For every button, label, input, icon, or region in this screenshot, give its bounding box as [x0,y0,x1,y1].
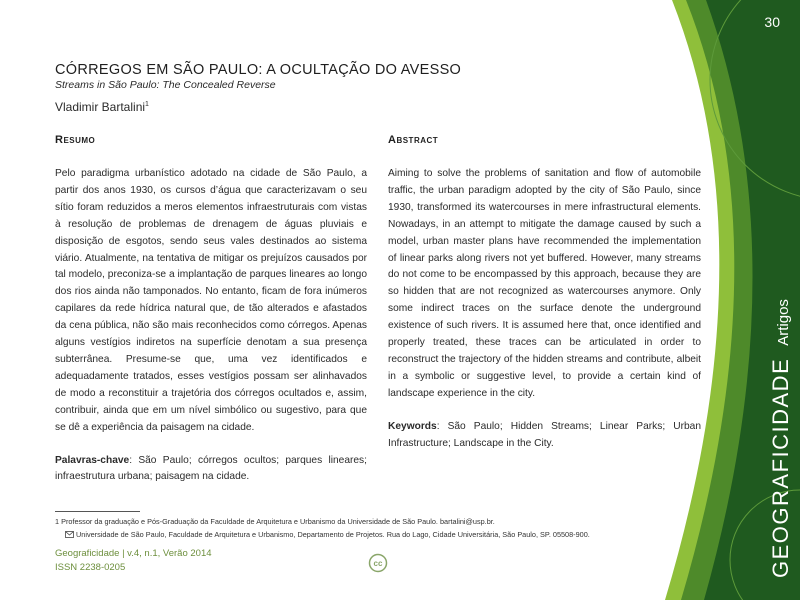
resumo-keywords-label: Palavras-chave [55,454,130,466]
journal-info [55,547,212,575]
abstract-heading: Abstract [388,134,439,146]
author-name: Vladimir Bartalini [55,100,146,114]
footnote-address-text: Universidade de São Paulo, Faculdade de Arquitetura e Urbanismo, Departamento de Projetos. Rua do Lago, Cidade Universitária, São Paulo, SP. 05508-900. [76,529,590,539]
envelope-icon [65,531,74,538]
article-header [55,62,705,483]
author-line [55,100,705,114]
page-number: 30 [764,14,780,30]
footnote-address [55,529,675,542]
footnote-divider [55,511,140,512]
resumo-heading: Resumo [55,134,96,146]
resumo-keywords [55,453,367,487]
section-name: Artigos [775,299,792,346]
resumo-body: Pelo paradigma urbanístico adotado na cidade de São Paulo, a partir dos anos 1930, os cursos d’água que caracterizavam o seu sítio foram reduzidos a meros elementos infraestruturais com vistas à resolução de problemas de drenagem de águas pluviais e disposição de esgotos, sendo seus vales destinados ao sistema viário. Atualmente, na tentativa de mitigar os prejuízos causados por tal modelo, preconiza-se a implantação de parques lineares ao longo dos rios ainda não tamponados. No entanto, ficam de fora inúmeros capilares da rede hídrica natural que, de tão alterados e afastados da cena pública, não são mais reconhecidos como córregos. Apenas alguns vestígios indiretos na superfície denotam a sua presença subterrânea. Presume-se que, uma vez identificados e adequadamente tratados, esses vestígios possam ser alinhavados de modo a reconstituir a trajetória dos córregos ocultados e, assim, contribuir, ainda que em um nível simbólico ou sugestivo, para que se dê a experiência da paisagem na cidade. [55,168,367,433]
footnote-1: 1 Professor da graduação e Pós-Graduação da Faculdade de Arquitetura e Urbanismo da Universidade de São Paulo. bartalini@usp.br. [55,517,495,526]
journal-vertical-brand [768,299,794,578]
svg-text:cc: cc [373,559,383,569]
abstract-column [388,132,701,453]
article-subtitle: Streams in São Paulo: The Concealed Reverse [55,79,276,91]
resumo-keywords-text: : São Paulo; córregos ocultos; parques lineares; infraestrutura urbana; paisagem na cidade. [55,454,367,483]
abstract-keywords-label: Keywords [388,420,437,432]
author-footnote-marker: 1 [145,101,149,108]
creative-commons-icon [368,553,388,573]
article-title: CÓRREGOS EM SÃO PAULO: A OCULTAÇÃO DO AVESSO [55,62,462,78]
abstract-keywords [388,419,701,453]
abstract-body: Aiming to solve the problems of sanitation and flow of automobile traffic, the urban paradigm adopted by the city of São Paulo, since 1930, transformed its watercourses in mere infrastructural elements. Nowadays, in an attempt to mitigate the damage caused by such a model, urban master plans have recommended the implementation of linear parks along rivers not yet buffered. However, many streams do not come to be encompassed by this approach, because they are so hidden that are not recognized as watercourses anymore. Only some indirect traces on the surface denote the underground existence of such rivers. It is assumed here that, once identified and properly treated, these traces can be articulated in order to reconstruct the trajectory of the hidden streams and contribute, albeit in a symbolic or suggestive level, to provide a certain kind of landscape experience in the city. [388,168,701,399]
footnotes [55,516,675,541]
resumo-column [55,132,367,486]
journal-issn: ISSN 2238-0205 [55,562,126,573]
abstract-keywords-text: : São Paulo; Hidden Streams; Linear Parks; Urban Infrastructure; Landscape in the City. [388,420,701,449]
brand-name: GEOGRAFICIDADE [768,357,793,578]
journal-volume: Geograficidade | v.4, n.1, Verão 2014 [55,548,212,559]
